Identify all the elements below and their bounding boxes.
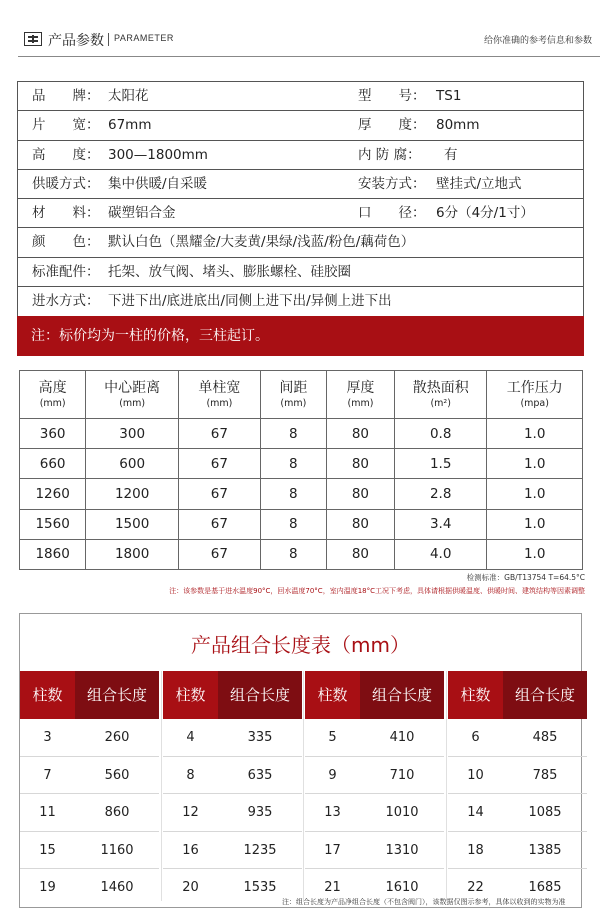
table-cell: 67: [179, 509, 261, 539]
table-row: [20, 794, 159, 832]
group-divider: [161, 671, 162, 901]
combined-length-header: 组合长度: [360, 671, 444, 719]
table-row: [448, 757, 587, 795]
combined-length-cell: 335: [247, 730, 273, 745]
diameter-value: 6分（4分/1寸）: [436, 205, 534, 222]
anticorrosion-label: 内 防 腐：: [358, 146, 421, 163]
header-underline: [18, 56, 600, 57]
brand-value: 太阳花: [108, 88, 149, 104]
table-row: [20, 479, 583, 509]
column-count-header: 柱数: [20, 671, 75, 719]
color-label: 颜 色：: [32, 234, 100, 251]
table-row: [20, 509, 583, 539]
table-row: [448, 794, 587, 832]
table-cell: 8: [260, 539, 326, 569]
table-row: [448, 832, 587, 870]
table-row: [305, 832, 444, 870]
column-count-cell: 6: [471, 730, 480, 745]
table-cell: 1260: [20, 479, 86, 509]
table-row: [20, 757, 159, 795]
spec-row: [18, 228, 583, 257]
column-header: 单柱宽 (mm): [179, 371, 261, 419]
column-header: 高度 (mm): [20, 371, 86, 419]
table-row: [163, 757, 302, 795]
height-label: 高 度：: [32, 146, 100, 163]
table-cell: 1.0: [487, 509, 583, 539]
column-header: 散热面积 (m²): [394, 371, 486, 419]
combined-length-cell: 1460: [100, 880, 134, 895]
column-count-cell: 4: [186, 730, 195, 745]
combined-length-cell: 860: [104, 805, 130, 820]
combined-length-cell: 485: [532, 730, 558, 745]
table-cell: 67: [179, 419, 261, 449]
combined-length-cell: 785: [532, 767, 558, 783]
color-value: 默认白色（黑耀金/大麦黄/果绿/浅蓝/粉色/藕荷色）: [108, 234, 415, 251]
heating-label: 供暖方式：: [32, 175, 100, 192]
combined-length-cell: 1385: [528, 842, 562, 858]
table-row: [163, 794, 302, 832]
column-count-header: 柱数: [448, 671, 503, 719]
dimensions-header-row: [20, 371, 583, 419]
column-header: 中心距离 (mm): [86, 371, 179, 419]
dimensions-table: [19, 370, 583, 570]
combined-length-cell: 1535: [243, 880, 277, 895]
diameter-label: 口 径：: [358, 205, 426, 222]
install-value: 壁挂式/立地式: [436, 175, 522, 192]
combination-table: [19, 613, 582, 908]
table-row: [20, 869, 159, 907]
column-count-cell: 10: [467, 767, 484, 783]
combined-length-cell: 260: [104, 730, 130, 745]
table-cell: 80: [326, 539, 394, 569]
table-row: [305, 794, 444, 832]
table-cell: 1.0: [487, 539, 583, 569]
thickness-label: 厚 度：: [358, 117, 426, 134]
combined-length-cell: 635: [247, 767, 273, 783]
table-row: [305, 719, 444, 757]
table-cell: 1500: [86, 509, 179, 539]
column-count-cell: 13: [324, 805, 341, 820]
combined-length-header: 组合长度: [503, 671, 587, 719]
combination-header: [163, 671, 302, 719]
column-count-cell: 12: [182, 805, 199, 820]
group-divider: [303, 671, 304, 901]
model-value: TS1: [436, 88, 462, 104]
thickness-value: 80mm: [436, 117, 480, 134]
combination-title: 产品组合长度表（mm）: [191, 633, 410, 657]
spec-table: [17, 81, 584, 317]
table-cell: 8: [260, 479, 326, 509]
inlet-value: 下进下出/底进底出/同侧上进下出/异侧上进下出: [108, 293, 392, 310]
model-label: 型 号：: [358, 88, 426, 104]
combined-length-cell: 410: [389, 730, 415, 745]
column-count-cell: 3: [43, 730, 52, 745]
table-row: [20, 449, 583, 479]
combination-header: [448, 671, 587, 719]
table-cell: 80: [326, 419, 394, 449]
group-divider: [446, 671, 447, 901]
table-cell: 1.0: [487, 419, 583, 449]
anticorrosion-value: 有: [444, 146, 458, 163]
table-cell: 1.0: [487, 479, 583, 509]
column-count-cell: 17: [324, 842, 341, 858]
table-cell: 8: [260, 509, 326, 539]
combined-length-cell: 560: [104, 767, 130, 783]
column-count-cell: 8: [186, 767, 195, 783]
table-row: [20, 419, 583, 449]
material-value: 碳塑铝合金: [108, 205, 176, 222]
page-header: [0, 0, 600, 60]
column-count-cell: 9: [328, 767, 337, 783]
height-value: 300—1800mm: [108, 146, 208, 163]
table-cell: 8: [260, 449, 326, 479]
column-header: 厚度 (mm): [326, 371, 394, 419]
table-cell: 80: [326, 509, 394, 539]
combined-length-cell: 710: [389, 767, 415, 783]
combined-length-header: 组合长度: [75, 671, 159, 719]
column-count-cell: 20: [182, 880, 199, 895]
table-row: [163, 719, 302, 757]
section-title: 产品参数: [48, 33, 104, 49]
combined-length-cell: 1235: [243, 842, 277, 858]
table-cell: 3.4: [394, 509, 486, 539]
width-value: 67mm: [108, 117, 152, 134]
table-cell: 2.8: [394, 479, 486, 509]
table-cell: 67: [179, 539, 261, 569]
accessories-value: 托架、放气阀、堵头、膨胀螺栓、硅胶圈: [108, 263, 351, 280]
brand-label: 品 牌：: [32, 88, 100, 104]
spec-row: [18, 287, 583, 316]
table-cell: 600: [86, 449, 179, 479]
table-cell: 80: [326, 479, 394, 509]
column-count-header: 柱数: [163, 671, 218, 719]
column-count-cell: 15: [39, 842, 56, 858]
spec-row: [18, 258, 583, 287]
inlet-label: 进水方式：: [32, 293, 100, 310]
combined-length-cell: 1685: [528, 880, 562, 895]
header-subtitle: 给你准确的参考信息和参数: [483, 36, 592, 46]
heating-value: 集中供暖/自采暖: [108, 175, 208, 192]
spec-row: [18, 111, 583, 140]
column-count-cell: 14: [467, 805, 484, 820]
table-cell: 67: [179, 449, 261, 479]
column-count-cell: 7: [43, 767, 52, 783]
combined-length-header: 组合长度: [218, 671, 302, 719]
combined-length-cell: 1310: [385, 842, 419, 858]
combination-header: [305, 671, 444, 719]
title-divider: [108, 33, 109, 46]
table-cell: 300: [86, 419, 179, 449]
table-cell: 0.8: [394, 419, 486, 449]
section-title-en: PARAMETER: [114, 33, 174, 43]
spec-row: [18, 199, 583, 228]
column-count-cell: 21: [324, 880, 341, 895]
combination-group: [305, 671, 444, 907]
table-cell: 1.5: [394, 449, 486, 479]
combined-length-cell: 1160: [100, 842, 134, 858]
combination-header: [20, 671, 159, 719]
column-count-cell: 16: [182, 842, 199, 858]
table-cell: 8: [260, 419, 326, 449]
table-row: [20, 539, 583, 569]
column-header: 间距 (mm): [260, 371, 326, 419]
column-count-cell: 18: [467, 842, 484, 858]
material-label: 材 料：: [32, 205, 100, 222]
column-count-header: 柱数: [305, 671, 360, 719]
table-cell: 1.0: [487, 449, 583, 479]
table-cell: 1860: [20, 539, 86, 569]
spec-row: [18, 82, 583, 111]
column-count-cell: 11: [39, 805, 56, 820]
table-icon: [24, 32, 42, 46]
combination-group: [20, 671, 159, 907]
table-row: [305, 757, 444, 795]
table-row: [163, 832, 302, 870]
table-cell: 4.0: [394, 539, 486, 569]
combined-length-cell: 1010: [385, 805, 419, 820]
table-row: [20, 832, 159, 870]
table-cell: 67: [179, 479, 261, 509]
table-row: [20, 719, 159, 757]
column-count-cell: 19: [39, 880, 56, 895]
table-cell: 1560: [20, 509, 86, 539]
column-count-cell: 22: [467, 880, 484, 895]
table-row: [448, 719, 587, 757]
width-label: 片 宽：: [32, 117, 100, 134]
parameter-note: 注：该参数是基于进水温度90°C，回水温度70°C，室内温度18°C工况下考虑，具体请根据供暖温度、供暖时间、建筑结构等因素调整: [169, 587, 585, 595]
table-cell: 1800: [86, 539, 179, 569]
spec-row: [18, 141, 583, 170]
column-header: 工作压力 (mpa): [487, 371, 583, 419]
table-cell: 360: [20, 419, 86, 449]
combination-note: 注：组合长度为产品净组合长度（不包含阀门），该数据仅图示参考，具体以收到的实物为准: [282, 898, 566, 906]
spec-row: [18, 170, 583, 199]
price-note: 注：标价均为一柱的价格，三柱起订。: [17, 316, 584, 356]
combined-length-cell: 1085: [528, 805, 562, 820]
table-cell: 80: [326, 449, 394, 479]
combined-length-cell: 1610: [385, 880, 419, 895]
accessories-label: 标准配件：: [32, 263, 100, 280]
table-cell: 660: [20, 449, 86, 479]
test-standard: 检测标准：GB/T13754 T=64.5°C: [466, 573, 585, 582]
table-cell: 1200: [86, 479, 179, 509]
combination-group: [163, 671, 302, 907]
combination-group: [448, 671, 587, 907]
column-count-cell: 5: [328, 730, 337, 745]
combined-length-cell: 935: [247, 805, 273, 820]
install-label: 安装方式：: [358, 175, 426, 192]
